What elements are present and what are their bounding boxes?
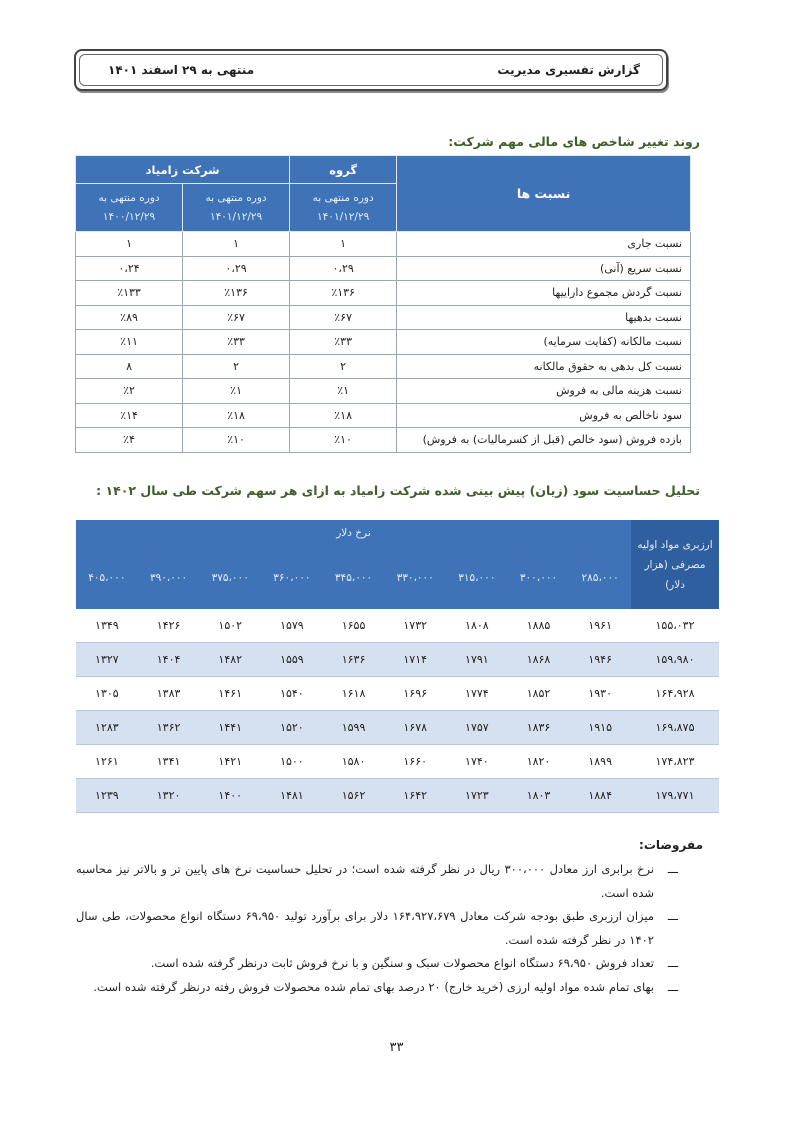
ratio-value: ۰،۲۹ xyxy=(290,256,397,281)
rate-header: نرخ دلار xyxy=(76,520,631,546)
ratio-value: ٪۴ xyxy=(76,428,183,453)
eps-value: ۱۵۸۰ xyxy=(323,745,385,779)
ratio-label: نسبت جاری xyxy=(397,232,691,257)
company-header: شرکت زامیاد xyxy=(76,156,290,184)
eps-value: ۱۶۶۰ xyxy=(384,745,446,779)
ratio-row xyxy=(76,305,691,330)
assumption-text: میزان ارزبری طبق بودجه شرکت معادل ۱۶۴،۹۲۷،۶۷۹ دلار برای برآورد تولید ۶۹،۹۵۰ دستگاه انواع محصولات، طی سال ۱۴۰۲ در نظر گرفته شده است. xyxy=(76,909,654,947)
ratio-value: ۱ xyxy=(183,232,290,257)
eps-value: ۱۲۶۱ xyxy=(76,745,138,779)
eps-value: ۱۶۹۶ xyxy=(384,677,446,711)
ratio-value: ۲ xyxy=(290,354,397,379)
period-header: دوره منتهی به ۱۴۰۰/۱۲/۲۹ xyxy=(76,184,183,232)
eps-value: ۱۹۴۶ xyxy=(569,643,631,677)
ratio-row xyxy=(76,330,691,355)
eps-value: ۱۸۵۲ xyxy=(508,677,570,711)
material-value: ۱۷۴،۸۲۳ xyxy=(631,745,719,779)
eps-value: ۱۴۲۶ xyxy=(138,609,200,643)
dash-bullet: ـــ xyxy=(667,909,678,923)
rate-value: ۳۴۵،۰۰۰ xyxy=(323,546,385,609)
ratio-row xyxy=(76,232,691,257)
eps-value: ۱۴۶۱ xyxy=(199,677,261,711)
eps-value: ۱۲۸۳ xyxy=(76,711,138,745)
assumption-text: نرخ برابری ارز معادل ۳۰۰،۰۰۰ ریال در نظر گرفته شده است؛ در تحلیل حساسیت نرخ های پایین تر و بالاتر نیز محاسبه شده است. xyxy=(76,862,654,900)
ratio-value: ۸ xyxy=(76,354,183,379)
ratio-value: ٪۱۳۶ xyxy=(290,281,397,306)
rate-value: ۴۰۵،۰۰۰ xyxy=(76,546,138,609)
ratio-label: نسبت گردش مجموع داراییها xyxy=(397,281,691,306)
rate-value: ۳۷۵،۰۰۰ xyxy=(199,546,261,609)
ratio-value: ٪۱۳۳ xyxy=(76,281,183,306)
eps-value: ۱۹۳۰ xyxy=(569,677,631,711)
financial-ratios-table xyxy=(75,155,691,453)
ratio-value: ٪۱۴ xyxy=(76,403,183,428)
eps-value: ۱۸۹۹ xyxy=(569,745,631,779)
ratio-value: ۰،۲۴ xyxy=(76,256,183,281)
eps-value: ۱۶۱۸ xyxy=(323,677,385,711)
rate-value: ۳۳۰،۰۰۰ xyxy=(384,546,446,609)
sensitivity-row xyxy=(76,609,719,643)
sensitivity-section-title: تحلیل حساسیت سود (زیان) پیش بینی شده شرکت زامیاد به ازای هر سهم شرکت طی سال ۱۴۰۲ : xyxy=(96,483,700,498)
dash-bullet: ـــ xyxy=(667,862,678,876)
eps-value: ۱۶۳۶ xyxy=(323,643,385,677)
eps-value: ۱۵۴۰ xyxy=(261,677,323,711)
eps-value: ۱۴۲۱ xyxy=(199,745,261,779)
eps-value: ۱۳۸۳ xyxy=(138,677,200,711)
eps-value: ۱۹۱۵ xyxy=(569,711,631,745)
ratio-value: ٪۶۷ xyxy=(290,305,397,330)
group-header: گروه xyxy=(290,156,397,184)
eps-value: ۱۷۲۳ xyxy=(446,779,508,813)
page-number: ۳۳ xyxy=(389,1040,404,1055)
sensitivity-row xyxy=(76,643,719,677)
eps-value: ۱۴۰۰ xyxy=(199,779,261,813)
ratio-label: نسبت سریع (آنی) xyxy=(397,256,691,281)
sensitivity-row xyxy=(76,745,719,779)
ratio-label: نسبت کل بدهی به حقوق مالکانه xyxy=(397,354,691,379)
ratio-value: ٪۱۸ xyxy=(290,403,397,428)
report-date: منتهی به ۲۹ اسفند ۱۴۰۱ xyxy=(108,63,255,77)
material-value: ۱۷۹،۷۷۱ xyxy=(631,779,719,813)
material-value: ۱۶۴،۹۲۸ xyxy=(631,677,719,711)
eps-value: ۱۷۱۴ xyxy=(384,643,446,677)
sensitivity-row xyxy=(76,779,719,813)
sensitivity-row xyxy=(76,711,719,745)
assumption-item xyxy=(76,905,682,952)
eps-value: ۱۳۶۲ xyxy=(138,711,200,745)
rate-value: ۲۸۵،۰۰۰ xyxy=(569,546,631,609)
ratio-row xyxy=(76,428,691,453)
eps-value: ۱۸۲۰ xyxy=(508,745,570,779)
ratio-value: ٪۱ xyxy=(183,379,290,404)
eps-value: ۱۳۴۱ xyxy=(138,745,200,779)
ratio-value: ٪۳۳ xyxy=(183,330,290,355)
ratio-value: ٪۱۱ xyxy=(76,330,183,355)
eps-value: ۱۵۵۹ xyxy=(261,643,323,677)
eps-value: ۱۵۲۰ xyxy=(261,711,323,745)
eps-value: ۱۸۰۸ xyxy=(446,609,508,643)
eps-value: ۱۷۴۰ xyxy=(446,745,508,779)
assumption-text: بهای تمام شده مواد اولیه ارزی (خرید خارج) ۲۰ درصد بهای تمام شده محصولات فروش رفته درنظر گرفته شده است. xyxy=(93,979,654,994)
ratio-label: سود ناخالص به فروش xyxy=(397,403,691,428)
ratio-row xyxy=(76,403,691,428)
rate-value: ۳۱۵،۰۰۰ xyxy=(446,546,508,609)
ratio-value: ٪۶۷ xyxy=(183,305,290,330)
ratio-value: ۲ xyxy=(183,354,290,379)
ratios-header: نسبت ها xyxy=(397,156,691,232)
eps-value: ۱۷۵۷ xyxy=(446,711,508,745)
eps-value: ۱۷۹۱ xyxy=(446,643,508,677)
ratio-value: ٪۱۰ xyxy=(290,428,397,453)
ratios-section-title: روند تغییر شاخص های مالی مهم شرکت: xyxy=(448,134,700,149)
assumptions-list xyxy=(76,858,682,999)
ratio-label: بازده فروش (سود خالص (قبل از کسرمالیات) به فروش) xyxy=(397,428,691,453)
sensitivity-table xyxy=(76,520,719,813)
ratio-value: ٪۳۳ xyxy=(290,330,397,355)
ratio-value: ۰،۲۹ xyxy=(183,256,290,281)
eps-value: ۱۷۳۲ xyxy=(384,609,446,643)
material-header: ارزبری مواد اولیه مصرفی (هزار دلار) xyxy=(631,520,719,609)
period-header: دوره منتهی به ۱۴۰۱/۱۲/۲۹ xyxy=(183,184,290,232)
ratio-value: ٪۱۳۶ xyxy=(183,281,290,306)
eps-value: ۱۵۷۹ xyxy=(261,609,323,643)
eps-value: ۱۳۲۰ xyxy=(138,779,200,813)
eps-value: ۱۶۷۸ xyxy=(384,711,446,745)
ratio-value: ٪۸۹ xyxy=(76,305,183,330)
ratio-row xyxy=(76,256,691,281)
rate-value: ۳۰۰،۰۰۰ xyxy=(508,546,570,609)
eps-value: ۱۸۳۶ xyxy=(508,711,570,745)
sensitivity-row xyxy=(76,677,719,711)
ratio-label: نسبت مالکانه (کفایت سرمایه) xyxy=(397,330,691,355)
eps-value: ۱۵۹۹ xyxy=(323,711,385,745)
rate-value: ۳۶۰،۰۰۰ xyxy=(261,546,323,609)
rate-value: ۳۹۰،۰۰۰ xyxy=(138,546,200,609)
eps-value: ۱۸۸۵ xyxy=(508,609,570,643)
material-value: ۱۶۹،۸۷۵ xyxy=(631,711,719,745)
eps-value: ۱۸۶۸ xyxy=(508,643,570,677)
eps-value: ۱۸۸۴ xyxy=(569,779,631,813)
eps-value: ۱۵۰۲ xyxy=(199,609,261,643)
eps-value: ۱۴۸۲ xyxy=(199,643,261,677)
eps-value: ۱۴۴۱ xyxy=(199,711,261,745)
ratio-value: ٪۱۰ xyxy=(183,428,290,453)
ratio-value: ٪۱ xyxy=(290,379,397,404)
eps-value: ۱۳۲۷ xyxy=(76,643,138,677)
ratio-value: ۱ xyxy=(290,232,397,257)
eps-value: ۱۴۰۴ xyxy=(138,643,200,677)
eps-value: ۱۶۴۲ xyxy=(384,779,446,813)
assumption-text: تعداد فروش ۶۹،۹۵۰ دستگاه انواع محصولات سبک و سنگین و با نرخ فروش ثابت درنظر گرفته شده است. xyxy=(150,956,654,970)
ratio-label: نسبت هزینه مالی به فروش xyxy=(397,379,691,404)
dash-bullet: ـــ xyxy=(667,979,678,994)
assumption-item xyxy=(76,952,682,976)
assumptions-title: مفروضات: xyxy=(639,838,703,852)
eps-value: ۱۷۷۴ xyxy=(446,677,508,711)
eps-value: ۱۵۰۰ xyxy=(261,745,323,779)
ratio-value: ٪۲ xyxy=(76,379,183,404)
dash-bullet: ـــ xyxy=(667,956,678,970)
eps-value: ۱۴۸۱ xyxy=(261,779,323,813)
assumption-item xyxy=(76,976,682,1000)
ratio-value: ٪۱۸ xyxy=(183,403,290,428)
eps-value: ۱۳۰۵ xyxy=(76,677,138,711)
material-value: ۱۵۹،۹۸۰ xyxy=(631,643,719,677)
assumption-item xyxy=(76,858,682,905)
report-title: گزارش تفسیری مدیریت xyxy=(497,63,640,77)
eps-value: ۱۵۶۲ xyxy=(323,779,385,813)
ratio-value: ۱ xyxy=(76,232,183,257)
material-value: ۱۵۵،۰۳۲ xyxy=(631,609,719,643)
ratio-row xyxy=(76,379,691,404)
ratio-label: نسبت بدهیها xyxy=(397,305,691,330)
eps-value: ۱۹۶۱ xyxy=(569,609,631,643)
eps-value: ۱۶۵۵ xyxy=(323,609,385,643)
eps-value: ۱۳۴۹ xyxy=(76,609,138,643)
ratio-row xyxy=(76,354,691,379)
eps-value: ۱۲۳۹ xyxy=(76,779,138,813)
eps-value: ۱۸۰۳ xyxy=(508,779,570,813)
ratio-row xyxy=(76,281,691,306)
period-header: دوره منتهی به ۱۴۰۱/۱۲/۲۹ xyxy=(290,184,397,232)
page-header xyxy=(74,49,668,91)
